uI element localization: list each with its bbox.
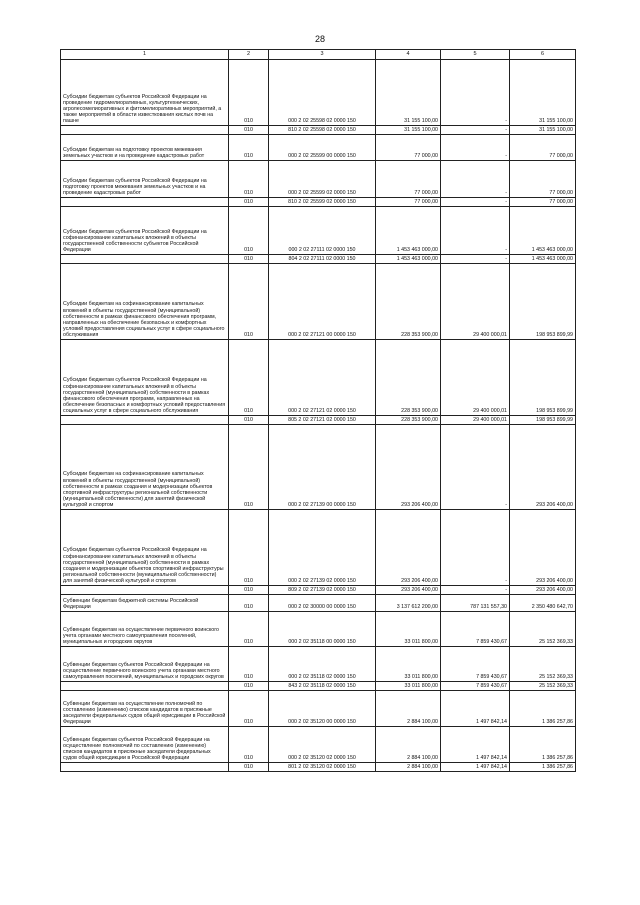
row-kbk: 801 2 02 35120 02 0000 150: [269, 763, 376, 772]
row-remaining-amount: 198 953 899,99: [510, 416, 576, 425]
row-code: 010: [229, 510, 269, 586]
row-executed-amount: -: [441, 126, 510, 135]
row-plan-amount: 293 206 400,00: [376, 510, 441, 586]
row-kbk: 810 2 02 25598 02 0000 150: [269, 126, 376, 135]
row-code: 010: [229, 255, 269, 264]
row-name: [61, 586, 229, 595]
row-kbk: 000 2 02 27139 02 0000 150: [269, 510, 376, 586]
row-plan-amount: 228 353 900,00: [376, 416, 441, 425]
row-remaining-amount: 1 453 463 000,00: [510, 207, 576, 255]
row-kbk: 000 2 02 35118 02 0000 150: [269, 647, 376, 682]
row-remaining-amount: 293 206 400,00: [510, 425, 576, 510]
table-row: [61, 416, 576, 425]
row-code: 010: [229, 135, 269, 161]
row-kbk: 000 2 02 27111 02 0000 150: [269, 207, 376, 255]
column-header: 5: [441, 50, 510, 60]
row-code: 010: [229, 682, 269, 691]
row-code: 010: [229, 161, 269, 198]
row-plan-amount: 293 206 400,00: [376, 425, 441, 510]
table-row: [61, 727, 576, 763]
row-kbk: 810 2 02 25599 02 0000 150: [269, 198, 376, 207]
column-header: 3: [269, 50, 376, 60]
table-row: [61, 763, 576, 772]
row-kbk: 000 2 02 27121 00 0000 150: [269, 264, 376, 340]
row-remaining-amount: 25 152 369,33: [510, 647, 576, 682]
row-code: 010: [229, 647, 269, 682]
row-plan-amount: 31 155 100,00: [376, 60, 441, 126]
row-kbk: 843 2 02 35118 02 0000 150: [269, 682, 376, 691]
row-executed-amount: -: [441, 425, 510, 510]
table-row: [61, 682, 576, 691]
row-executed-amount: 7 859 430,67: [441, 682, 510, 691]
row-remaining-amount: 77 000,00: [510, 161, 576, 198]
row-plan-amount: 33 011 800,00: [376, 682, 441, 691]
row-plan-amount: 77 000,00: [376, 135, 441, 161]
row-remaining-amount: 293 206 400,00: [510, 586, 576, 595]
column-header: 2: [229, 50, 269, 60]
row-executed-amount: 1 497 842,14: [441, 691, 510, 727]
row-executed-amount: -: [441, 586, 510, 595]
table-row: [61, 425, 576, 510]
table-row: [61, 207, 576, 255]
row-plan-amount: 2 884 100,00: [376, 727, 441, 763]
row-executed-amount: -: [441, 198, 510, 207]
row-code: 010: [229, 207, 269, 255]
row-code: 010: [229, 416, 269, 425]
row-plan-amount: 1 453 463 000,00: [376, 207, 441, 255]
row-remaining-amount: 77 000,00: [510, 198, 576, 207]
row-remaining-amount: 1 386 257,86: [510, 763, 576, 772]
row-kbk: 805 2 02 27121 02 0000 150: [269, 416, 376, 425]
table-row: [61, 135, 576, 161]
table-row: [61, 161, 576, 198]
row-executed-amount: -: [441, 255, 510, 264]
row-remaining-amount: 25 152 369,33: [510, 612, 576, 647]
row-kbk: 809 2 02 27139 02 0000 150: [269, 586, 376, 595]
row-kbk: 000 2 02 25599 00 0000 150: [269, 135, 376, 161]
row-plan-amount: 33 011 800,00: [376, 647, 441, 682]
row-code: 010: [229, 425, 269, 510]
table-row: [61, 691, 576, 727]
row-kbk: 000 2 02 25598 02 0000 150: [269, 60, 376, 126]
row-executed-amount: -: [441, 510, 510, 586]
table-row: [61, 510, 576, 586]
page-number: 28: [314, 34, 325, 44]
row-plan-amount: 33 011 800,00: [376, 612, 441, 647]
row-plan-amount: 77 000,00: [376, 198, 441, 207]
row-name: [61, 763, 229, 772]
row-kbk: 000 2 02 30000 00 0000 150: [269, 595, 376, 612]
row-remaining-amount: 198 953 899,99: [510, 264, 576, 340]
row-executed-amount: -: [441, 135, 510, 161]
row-kbk: 000 2 02 35120 00 0000 150: [269, 691, 376, 727]
row-code: 010: [229, 612, 269, 647]
row-code: 010: [229, 586, 269, 595]
row-plan-amount: 228 353 900,00: [376, 264, 441, 340]
row-plan-amount: 31 155 100,00: [376, 126, 441, 135]
row-plan-amount: 293 206 400,00: [376, 586, 441, 595]
table-row: [61, 264, 576, 340]
row-kbk: 000 2 02 35120 02 0000 150: [269, 727, 376, 763]
row-remaining-amount: 1 386 257,86: [510, 727, 576, 763]
row-executed-amount: 29 400 000,01: [441, 340, 510, 416]
row-plan-amount: 228 353 900,00: [376, 340, 441, 416]
row-name: Субвенции бюджетам бюджетной системы Российской Федерации: [61, 595, 229, 612]
row-code: 010: [229, 126, 269, 135]
row-executed-amount: 787 131 557,30: [441, 595, 510, 612]
row-executed-amount: 7 859 430,67: [441, 647, 510, 682]
row-name: Субвенции бюджетам на осуществление полномочий по составлению (изменению) списков кандидатов в присяжные заседатели федеральных судов общей юрисдикции в Российской Федерации: [61, 691, 229, 727]
row-name: Субсидии бюджетам на подготовку проектов межевания земельных участков и на проведение кадастровых работ: [61, 135, 229, 161]
table-row: [61, 255, 576, 264]
table-header-row: [61, 50, 576, 60]
table-row: [61, 198, 576, 207]
row-plan-amount: 77 000,00: [376, 161, 441, 198]
row-name: [61, 255, 229, 264]
row-code: 010: [229, 727, 269, 763]
row-remaining-amount: 2 350 480 642,70: [510, 595, 576, 612]
row-remaining-amount: 1 453 463 000,00: [510, 255, 576, 264]
column-header: 1: [61, 50, 229, 60]
row-executed-amount: 29 400 000,01: [441, 264, 510, 340]
row-code: 010: [229, 595, 269, 612]
row-kbk: 000 2 02 25599 02 0000 150: [269, 161, 376, 198]
row-code: 010: [229, 340, 269, 416]
table-row: [61, 126, 576, 135]
table-row: [61, 340, 576, 416]
row-name: Субсидии бюджетам на софинансирование капитальных вложений в объекты государственной (муниципальной) собственности в рамках создания и модернизации объектов спортивной инфраструктуры региональной собственности (муниципальной собственности) для занятий физической культурой и спортом: [61, 425, 229, 510]
row-remaining-amount: 293 206 400,00: [510, 510, 576, 586]
row-remaining-amount: 31 155 100,00: [510, 126, 576, 135]
row-name: Субсидии бюджетам субъектов Российской Федерации на софинансирование капитальных вложений в объекты государственной (муниципальной) собственности в рамках создания и модернизации объектов спортивной инфраструктуры региональной собственности (муниципальной собственности) для занятий физической культурой и спортом: [61, 510, 229, 586]
row-name: [61, 126, 229, 135]
row-remaining-amount: 1 386 257,86: [510, 691, 576, 727]
row-name: [61, 416, 229, 425]
row-plan-amount: 3 137 612 200,00: [376, 595, 441, 612]
budget-table: [60, 49, 576, 772]
table-row: [61, 612, 576, 647]
row-remaining-amount: 198 953 899,99: [510, 340, 576, 416]
table-row: [61, 586, 576, 595]
row-name: Субсидии бюджетам субъектов Российской Федерации на софинансирование капитальных вложений в объекты государственной собственности субъектов Российской Федерации: [61, 207, 229, 255]
row-code: 010: [229, 60, 269, 126]
row-plan-amount: 2 884 100,00: [376, 763, 441, 772]
row-kbk: 000 2 02 27121 02 0000 150: [269, 340, 376, 416]
row-executed-amount: -: [441, 161, 510, 198]
table-row: [61, 647, 576, 682]
row-kbk: 000 2 02 35118 00 0000 150: [269, 612, 376, 647]
table-row: [61, 60, 576, 126]
row-code: 010: [229, 691, 269, 727]
row-name: Субвенции бюджетам субъектов Российской Федерации на осуществление первичного воинского учета органами местного самоуправления поселений, муниципальных и городских округов: [61, 647, 229, 682]
table-row: [61, 595, 576, 612]
row-executed-amount: 1 497 842,14: [441, 763, 510, 772]
row-name: Субвенции бюджетам субъектов Российской Федерации на осуществление полномочий по составлению (изменению) списков кандидатов в присяжные заседатели федеральных судов общей юрисдикции в Российской Федерации: [61, 727, 229, 763]
row-name: [61, 198, 229, 207]
row-kbk: 000 2 02 27139 00 0000 150: [269, 425, 376, 510]
row-plan-amount: 2 884 100,00: [376, 691, 441, 727]
row-executed-amount: 7 859 430,67: [441, 612, 510, 647]
column-header: 4: [376, 50, 441, 60]
row-kbk: 804 2 02 27111 02 0000 150: [269, 255, 376, 264]
row-remaining-amount: 77 000,00: [510, 135, 576, 161]
row-executed-amount: 29 400 000,01: [441, 416, 510, 425]
row-remaining-amount: 31 155 100,00: [510, 60, 576, 126]
row-name: Субсидии бюджетам субъектов Российской Федерации на подготовку проектов межевания земельных участков и на проведение кадастровых работ: [61, 161, 229, 198]
row-name: Субсидии бюджетам на софинансирование капитальных вложений в объекты государственной (муниципальной) собственности в рамках финансового обеспечения программ, направленных на обеспечение безопасных и комфортных условий предоставления социальных услуг в сфере социального обслуживания: [61, 264, 229, 340]
row-plan-amount: 1 453 463 000,00: [376, 255, 441, 264]
row-name: [61, 682, 229, 691]
row-code: 010: [229, 763, 269, 772]
row-code: 010: [229, 198, 269, 207]
row-name: Субсидии бюджетам субъектов Российской Федерации на софинансирование капитальных вложений в объекты государственной (муниципальной) собственности в рамках финансового обеспечения программ, направленных на обеспечение безопасных и комфортных условий предоставления социальных услуг в сфере социального обслуживания: [61, 340, 229, 416]
row-executed-amount: 1 497 842,14: [441, 727, 510, 763]
row-remaining-amount: 25 152 369,33: [510, 682, 576, 691]
row-name: Субсидии бюджетам субъектов Российской Федерации на проведение гидромелиоративных, культуртехнических, агролесомелиоративных и фитомелиоративных мероприятий, а также мероприятий в области известкования кислых почв на пашне: [61, 60, 229, 126]
row-name: Субвенции бюджетам на осуществление первичного воинского учета органами местного самоуправления поселений, муниципальных и городских округов: [61, 612, 229, 647]
row-code: 010: [229, 264, 269, 340]
row-executed-amount: -: [441, 207, 510, 255]
row-executed-amount: -: [441, 60, 510, 126]
column-header: 6: [510, 50, 576, 60]
